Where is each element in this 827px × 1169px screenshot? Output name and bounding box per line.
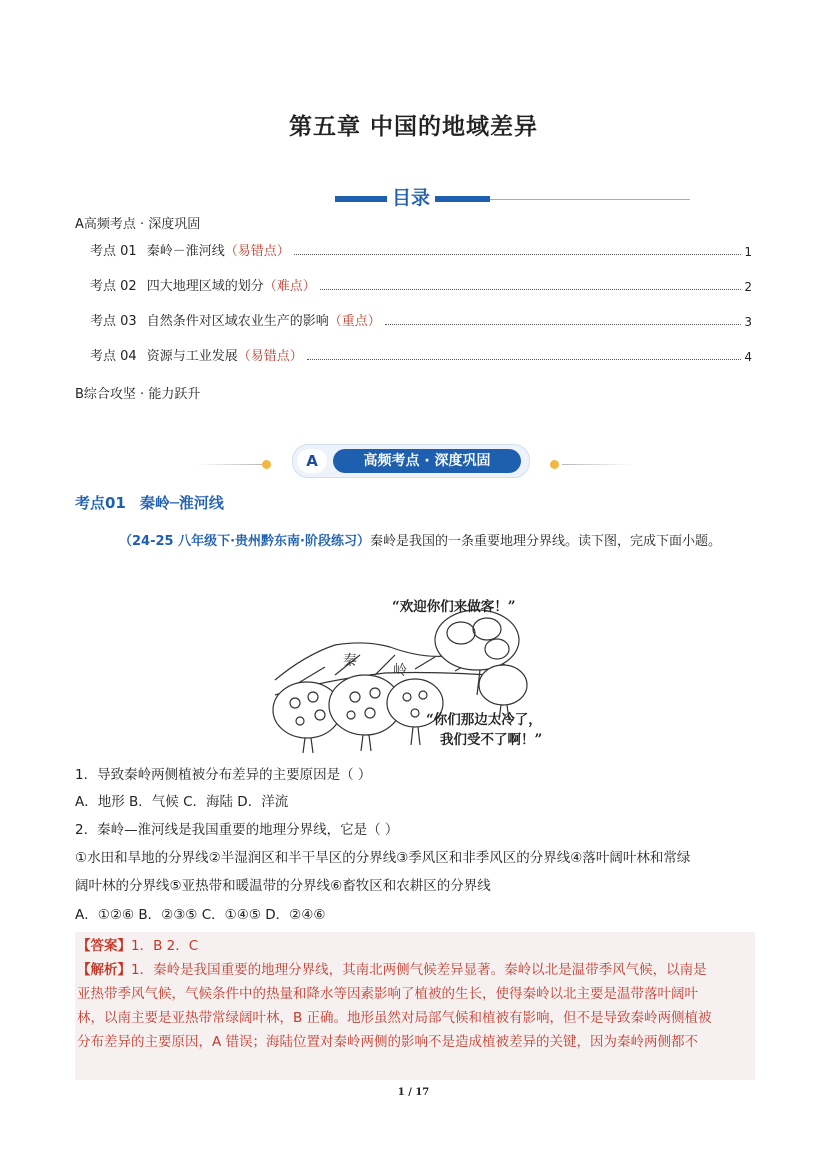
toc-item-name: 资源与工业发展: [146, 349, 238, 364]
page-number: 1 / 17: [397, 1087, 430, 1098]
answer-box: [75, 932, 755, 1080]
question-2-options: A．①②⑥ B．②③⑤ C．①④⑤ D．②④⑥: [75, 907, 326, 923]
toc-item-tag: （难点）: [263, 279, 316, 294]
toc-item-tag: （重点）: [328, 314, 381, 329]
toc-section-a[interactable]: A高频考点 · 深度巩固: [75, 217, 201, 232]
banner-line-left: [195, 464, 265, 465]
toc-leader-dots: [307, 359, 742, 360]
cartoon-label-qin: 秦: [343, 653, 357, 669]
toc-item-page: 4: [744, 350, 752, 364]
intro-text: 秦岭是我国的一条重要地理分界线。读下图，完成下面小题。: [369, 534, 721, 549]
toc-leader-dots: [320, 289, 742, 290]
analysis-continuation: 林，以南主要是亚热带常绿阔叶林，B 正确。地形虽然对局部气候和植被有影响，但不是导致秦岭两侧植被: [77, 1010, 712, 1026]
speech-bubble-top: “欢迎你们来做客！”: [392, 599, 516, 615]
toc-item-03[interactable]: [90, 311, 752, 329]
toc-item-page: 2: [744, 280, 752, 294]
analysis-continuation: 亚热带季风气候，气候条件中的热量和降水等因素影响了植被的生长，使得秦岭以北主要是温带落叶阔叶: [77, 986, 698, 1002]
toc-bar-left: [335, 196, 387, 202]
banner-line-right: [562, 464, 632, 465]
toc-item-tag: （易错点）: [224, 244, 290, 259]
question-2-statement-line1: ①水田和旱地的分界线②半湿润区和半干旱区的分界线③季风区和非季风区的分界线④落叶阔叶林和常绿: [75, 850, 691, 866]
toc-leader-dots: [294, 254, 742, 255]
cartoon-label-ling: 岭: [393, 663, 407, 679]
toc-item-01[interactable]: [90, 241, 752, 259]
section-a-banner: [292, 444, 530, 478]
answer-line: [77, 934, 755, 958]
topic-heading: [75, 492, 224, 513]
topic-code: 考点01: [75, 494, 126, 512]
question-2: 2．秦岭—淮河线是我国重要的地理分界线，它是（ ）: [75, 822, 399, 838]
analysis-continuation: 分布差异的主要原因，A 错误；海陆位置对秦岭两侧的影响不是造成植被差异的关键，因为秦岭两侧都不: [77, 1034, 699, 1050]
question-2-statement-line2: 阔叶林的分界线⑤亚热带和暖温带的分界线⑥畜牧区和农耕区的分界线: [75, 878, 491, 894]
speech-bubble-bottom-line1: “你们那边太冷了，: [426, 712, 542, 728]
topic-name: 秦岭─淮河线: [139, 494, 224, 512]
question-1: 1．导致秦岭两侧植被分布差异的主要原因是（ ）: [75, 767, 372, 783]
toc-banner: [335, 183, 690, 211]
toc-item-name: 秦岭－淮河线: [146, 244, 225, 259]
banner-dot-left: [262, 460, 271, 469]
toc-bar-right: [435, 196, 490, 202]
toc-item-code: 考点 04: [90, 349, 137, 364]
toc-leader-dots: [385, 324, 742, 325]
toc-divider-line: [490, 199, 690, 200]
toc-item-code: 考点 01: [90, 244, 137, 259]
page-title: 第五章 中国的地域差异: [288, 114, 538, 140]
answer-text: [77, 934, 755, 1054]
toc-item-name: 四大地理区域的划分: [146, 279, 264, 294]
banner-letter: A: [297, 449, 327, 473]
banner-dot-right: [550, 460, 559, 469]
banner-text: 高频考点 · 深度巩固: [333, 449, 521, 473]
intro-paragraph: [75, 530, 755, 554]
answer-tag: 【答案】: [77, 938, 131, 954]
answer-value: 1．B 2．C: [131, 938, 199, 954]
speech-bubble-bottom-line2: 我们受不了啊！”: [440, 732, 543, 748]
analysis-line: [77, 958, 755, 982]
toc-item-page: 3: [744, 315, 752, 329]
toc-item-code: 考点 02: [90, 279, 137, 294]
toc-item-02[interactable]: [90, 276, 752, 294]
toc-section-b[interactable]: B综合攻坚 · 能力跃升: [75, 387, 201, 402]
analysis-first-line: 1．秦岭是我国重要的地理分界线，其南北两侧气候差异显著。秦岭以北是温带季风气候，以南是: [131, 962, 707, 978]
toc-item-page: 1: [744, 245, 752, 259]
toc-item-code: 考点 03: [90, 314, 137, 329]
toc-item-name: 自然条件对区域农业生产的影响: [146, 314, 329, 329]
question-source: （24-25 八年级下·贵州黔东南·阶段练习）: [119, 534, 370, 549]
analysis-tag: 【解析】: [77, 962, 131, 978]
toc-item-04[interactable]: [90, 346, 752, 364]
question-1-options: A．地形 B．气候 C．海陆 D．洋流: [75, 794, 289, 810]
toc-heading: 目录: [392, 187, 431, 209]
toc-item-tag: （易错点）: [237, 349, 303, 364]
